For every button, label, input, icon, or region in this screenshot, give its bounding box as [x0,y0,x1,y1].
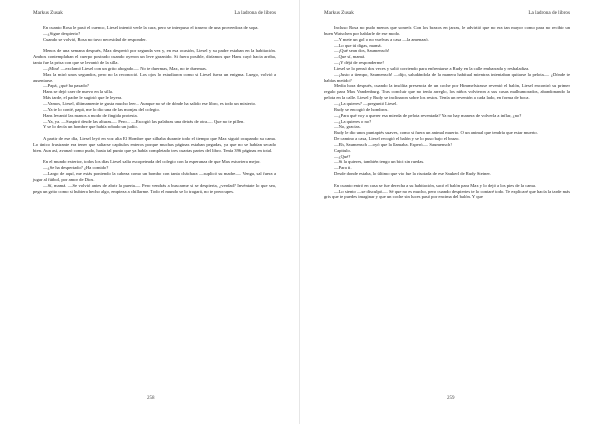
paragraph: —¡Justo a tiempo, Saumensch! —dijo, saludándola de la manera habitual mientras intentaban quitarse la pelota—. ¿Dónde te habías metido? [324,71,570,83]
paragraph: —Si la quieres, también tengo un bici sin ruedas. [334,159,425,165]
paragraph: Hans se dejó caer de nuevo en la silla. [43,89,114,95]
header-title: La ladrona de libros [234,10,276,16]
paragraph: —Papá, ¿qué ha pasado? [43,83,89,89]
paragraph: A partir de ese día, Liesel leyó en voz alta El Hombre que silbaba durante todo el tiempo que Max siguió ocupando su cama. Lo único frustrante era tener que saltarse capítulos enteros porque muchas páginas estaban pegadas, ya que no se habían secado bien. Aun así, avanzó como pudo, hasta tal punto que ya había completado tres cuartas partes del libro. Tenía 396 páginas en total. [33,136,276,153]
page-number: 259 [447,396,455,401]
paragraph: —Eh, Saumensch —oyó que la llamaba. Esperó—. Saumensch! [334,141,452,147]
paragraph: Y se lo decía un hombre que había robado un judío. [43,124,138,130]
paragraph: —¡Y déjá de responderme! [334,60,384,66]
paragraph: Liesel se lo pensó dos veces y salió corriendo para enfrentarse a Rudy en la calle embarrada y resbaladiza. [334,65,530,71]
paragraph: Rudy le dio unos puntapiés suaves, como si fuera un animal muerto. O un animal que tendría que estar muerto. [334,130,538,136]
running-header [33,10,276,16]
header-title: La ladrona de libros [528,10,570,16]
paragraph: —¿Para qué voy a querer esa mierda de pelota reventada? Ya no hay manera de volverla a inflar, ¿no? [334,112,522,118]
page-number: 258 [147,396,155,401]
header-author: Markus Zusak [33,10,63,16]
paragraph: —¡Mira! —exclamó Liesel con un grito ahogado—. No te duermas, Max, no te duermas. [43,65,207,71]
paragraph: En cuanto entró en casa se fue derecha a su habitación, sacó el balón para Max y lo dejó a los pies de la cama. [334,182,537,188]
paragraph: —Que sí, mamá. [334,54,366,60]
paragraph: Más tarde, el padre le sugirió que le leyera. [43,95,123,101]
paragraph: —¿Qué? [334,153,351,159]
paragraph: En el mundo exterior, todos los días Liesel salía escopeteada del colegio con la esperanza de que Max estuviera mejor. [43,159,261,165]
paragraph: —¿La quieres? —preguntó Liesel. [334,100,398,106]
paragraph: Menos de una semana después, Max despertó por segunda vez y, en esa ocasión, Liesel y su padre estaban en la habitación. Ambos contemplaban el cuerpo postrado cuando oyeron un leve graznido. Si fuera posible, diríamos que Hans cayó hacia arriba, tanta fue la prisa con que se levantó de la silla. [33,48,276,66]
paragraph: Hans levantó las manos a modo de fingida protesta. [43,112,138,118]
paragraph: Media hora después, cuando la insólita presencia de un coche por Himmelstrasse reventó el balón, Liesel encontró su primer regalo para Max Vandenburg. Tras concluir que no tenía arreglo, los niños volvieron a sus casas malhumorados, abandonando la pelota en la calle. Liesel y Rudy se inclinaron sobre los restos. Tenía un reventón a cada lado, en forma de boca. [324,83,570,101]
running-header [324,10,570,16]
paragraph: —¡Qué sean dos, Saumensch! [334,48,390,54]
right-page [300,0,600,424]
paragraph: Capitulo. [334,147,351,153]
paragraph: Max la miró unos segundos, pero no la reconoció. Los ojos lo estudiaron como si Liesel fuera un enigma. Luego, volvió a ausentarse. [33,71,276,83]
paragraph: —¿Sigue despierto? [43,30,81,36]
paragraph: Desde donde estaba, lo último que vio fue la risotada de ese Saukerl de Rudy Steiner. [334,171,491,177]
paragraph: —Y mete un gol o no vuelvas a casa —la amenazó. [334,36,429,42]
body-text [33,25,276,194]
paragraph: —Lo que tú digas, mamá. [334,42,382,48]
paragraph: De camino a casa, Liesel recogió el balón y se lo puso bajo el brazo. [334,136,460,142]
paragraph: —Sí, mamá. —Se volvió antes de abrir la puerta—. Pero vendrás a buscarme si se despierta, ¿verdad? Invéntate lo que sea, pega un grito como si hubiera hecho algo, empieza a chillarme. Todo el mundo se lo tragará, no te preocupes. [33,182,276,194]
header-author: Markus Zusak [324,10,354,16]
paragraph: —Vamos, Liesel, últimamente te gusta mucho leer... Aunque no sé de dónde ha salido ese libro, es todo un misterio. [43,100,257,106]
paragraph: —Largo de aquí, me estás poniendo la cabeza como un bombo con tanta cháchara —suplicó su madre—. Venga, sal fuera a jugar al fútbol, por amor de Dios. [33,171,276,182]
paragraph: En cuanto Rosa le pasó el cuenco, Liesel intentó verle la cara, pero se interpuso el trasero de una proveedora de sopa. [43,25,259,30]
paragraph: Rudy se encogió de hombros. [334,106,389,112]
paragraph: —Lo siento —se disculpó—. Sé que no es mucho, pero cuando despiertes te lo contaré todo. Te explicaré que hacía la tarde más gris que te puedes imaginar y que un coche sin luces pasó por encima del balón. Y que [324,188,570,200]
paragraph: —Ya, ya. —Suspiró desde las alturas—. Pero... —Escogió las palabras una detrás de otra—. Que no te pillen. [43,118,245,124]
body-text [324,25,570,200]
paragraph: —Para ti. [334,165,352,171]
paragraph: —¿La quieres o no? [334,118,372,124]
paragraph: —Ya te lo conté, papá, me lo dio una de las monjas del colegio. [43,106,160,112]
paragraph: —No, gracias. [334,124,361,130]
paragraph: —¿Se ha despertado? ¿Ha comido? [43,165,109,171]
paragraph: Cuando se volvió, Rosa no tuvo necesidad de responder. [43,36,147,42]
paragraph: Incluso Rosa no pudo menos que sonreír. Con los brazos en jarras, le advirtió que no era tan mayor como para no recibir un buen Watschen por hablarle de ese modo. [324,25,570,36]
